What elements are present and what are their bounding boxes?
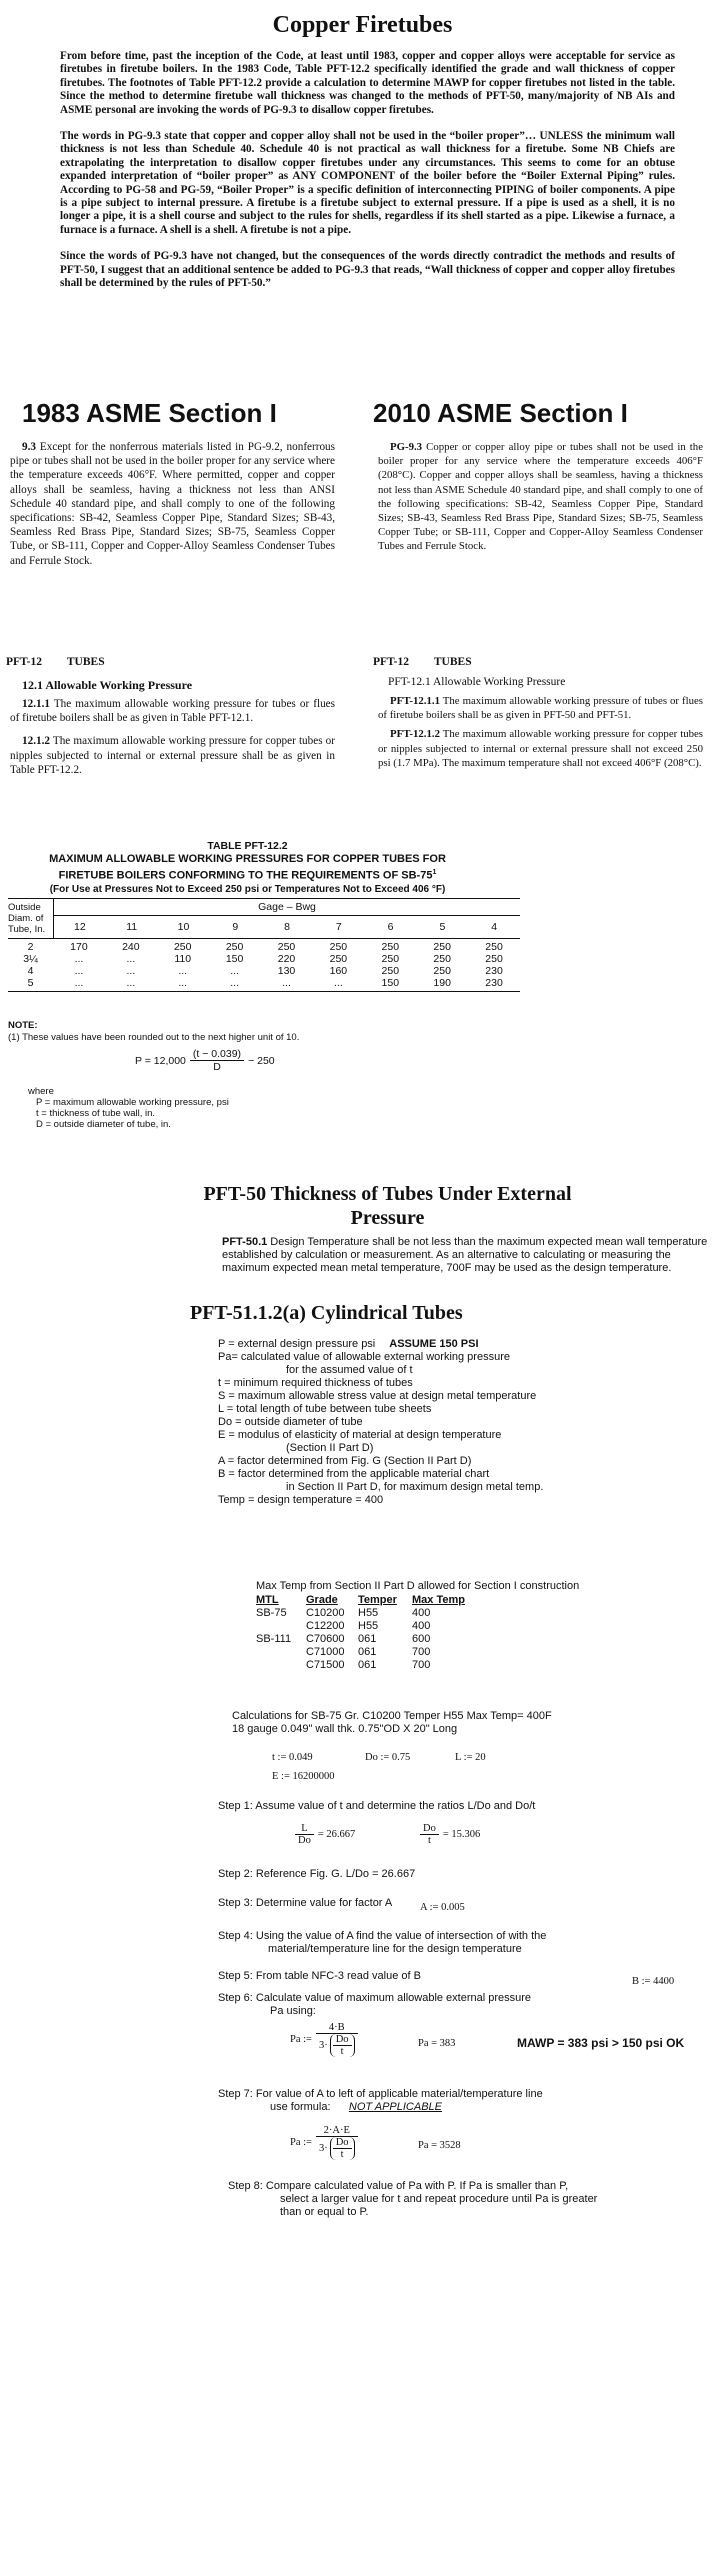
gage-col-10: 10 bbox=[177, 921, 190, 933]
maxtemp-cell: 700 bbox=[412, 1646, 431, 1658]
gage-col-5: 5 bbox=[439, 921, 446, 933]
do-value: Do := 0.75 bbox=[365, 1752, 411, 1763]
pft51-heading: PFT-51.1.2(a) Cylindrical Tubes bbox=[190, 1302, 463, 1324]
ldo-result: = 26.667 bbox=[317, 1829, 356, 1840]
section-1211-1983 bbox=[10, 697, 335, 777]
s1211-2010-number: PFT-12.1.1 bbox=[390, 695, 440, 707]
assume-label: ASSUME 150 PSI bbox=[389, 1338, 479, 1350]
table-cell: ... bbox=[74, 977, 84, 989]
formula-fraction: $\frac{(t - 0.039)}{D}$ bbox=[190, 1048, 244, 1073]
t-value: t := 0.049 bbox=[272, 1752, 313, 1763]
step-3: Step 3: Determine value for factor A bbox=[218, 1897, 393, 1909]
do-over-t: $\frac{Do}{t}$ = 15.306 bbox=[420, 1823, 480, 1846]
maxtemp-cell: SB-75 bbox=[256, 1607, 287, 1619]
mawp-table bbox=[8, 898, 520, 992]
gage-col-11: 11 bbox=[126, 921, 138, 933]
section-121-2010: PFT-12.1 Allowable Working Pressure bbox=[388, 676, 566, 688]
section-1211-2010 bbox=[378, 694, 703, 770]
pft12-2010-label: PFT-12 bbox=[373, 656, 409, 668]
table-cell-diameter: 3¼ bbox=[23, 953, 38, 965]
table-row bbox=[8, 977, 520, 989]
table-cell-diameter: 4 bbox=[27, 965, 34, 977]
table-cell: ... bbox=[230, 965, 239, 977]
table-cell: 250 bbox=[433, 953, 451, 965]
calc-heading-2: 18 gauge 0.049" wall thk. 0.75"OD X 20" Long bbox=[232, 1723, 458, 1735]
table-cell: ... bbox=[178, 965, 188, 977]
table-cell: ... bbox=[126, 977, 136, 989]
calc-heading bbox=[232, 1710, 552, 1736]
maxtemp-cell: 061 bbox=[358, 1646, 377, 1658]
s1211-text: The maximum allowable working pressure for tubes or flues of firetube boilers shall be as given in Table PFT-12.1. bbox=[10, 698, 335, 725]
table-cell: ... bbox=[126, 953, 136, 965]
step-4: Step 4: Using the value of A find the value of intersection of with the material/temperature line for the design temperature bbox=[218, 1930, 547, 1955]
a-value: A := 0.005 bbox=[420, 1902, 465, 1913]
table-cell: 150 bbox=[381, 977, 400, 989]
pft50-number: PFT-50.1 bbox=[222, 1236, 268, 1248]
maxtemp-cell bbox=[256, 1620, 306, 1633]
table-cell: 150 bbox=[225, 953, 244, 965]
table-row bbox=[8, 941, 520, 953]
table-caption bbox=[15, 840, 480, 896]
section-2010-pg93 bbox=[378, 440, 703, 554]
maxtemp-cell: C71500 bbox=[306, 1659, 345, 1671]
table-cell: 250 bbox=[381, 965, 400, 977]
diam-header: Outside Diam. of Tube, In. bbox=[8, 899, 54, 938]
table-cell: 250 bbox=[277, 941, 296, 953]
maxtemp-header-row: MTL Grade Temper Max Temp bbox=[256, 1594, 465, 1606]
not-applicable-label: NOT APPLICABLE bbox=[348, 2101, 442, 2113]
step-6: Step 6: Calculate value of maximum allowable external pressure Pa using: bbox=[218, 1992, 532, 2017]
step-5: Step 5: From table NFC-3 read value of B bbox=[218, 1970, 421, 1982]
maxtemp-cell: 400 bbox=[412, 1607, 431, 1619]
table-cell: 230 bbox=[485, 965, 503, 977]
table-caption-3-note: 1 bbox=[432, 869, 437, 876]
table-caption-2: MAXIMUM ALLOWABLE WORKING PRESSURES FOR COPPER TUBES FOR bbox=[49, 853, 446, 865]
maxtemp-row bbox=[256, 1633, 482, 1646]
maxtemp-cell: 061 bbox=[358, 1633, 377, 1645]
table-cell: 220 bbox=[277, 953, 296, 965]
intro-paragraph-1: From before time, past the inception of the Code, at least until 1983, copper and copper alloys were acceptable for service as firetubes in firetube boilers. In the 1983 Code, Table PFT-12.2 specifically identified the grade and wall thickness of copper firetubes. The footnotes of Table PFT-12.2 provide a calculation to determine MAWP for copper firetubes not listed in the table. Since the method to determine firetube wall thickness was changed to the methods of PFT-50, many/majority of NB AIs and ASME personal are invoking the words of PG-9.3 to disallow copper firetubes. bbox=[60, 50, 675, 116]
table-cell: 250 bbox=[485, 953, 503, 965]
pg93-text: Except for the nonferrous materials listed in PG-9.2, nonferrous pipe or tubes shall not be used in the boiler proper for any service where the temperature exceeds 406°F. Where permitted, copper and copper alloys shall be seamless, having a thickness not less than ANSI Schedule 40 standard pipe, and shall comply to one of the following specifications: SB-42, Seamless Copper Pipe, Standard Sizes; SB-43, Seamless Red Brass Pipe, Standard Sizes; SB-75, Seamless Copper Tube, or SB-111, Copper and Copper-Alloy Seamless Condenser Tubes and Ferrule Stock. bbox=[10, 441, 335, 567]
b-value: B := 4400 bbox=[632, 1976, 675, 1987]
formula-legend bbox=[28, 1086, 229, 1130]
legend-t: t = thickness of tube wall, in. bbox=[36, 1108, 156, 1119]
legend-d: D = outside diameter of tube, in. bbox=[36, 1119, 171, 1130]
mawp-result: MAWP = 383 psi > 150 psi OK bbox=[517, 2036, 685, 2050]
pft50-heading-line1: PFT-50 Thickness of Tubes Under External bbox=[203, 1183, 572, 1205]
s1212-2010-number: PFT-12.1.2 bbox=[390, 728, 440, 741]
heading-2010: 2010 ASME Section I bbox=[373, 398, 628, 428]
table-cell: 190 bbox=[433, 977, 451, 989]
s1211-number: 12.1.1 bbox=[22, 698, 50, 710]
pa-result-1: Pa = 383 bbox=[418, 2038, 456, 2049]
formula-lhs: P = 12,000 bbox=[135, 1054, 186, 1067]
table-cell: ... bbox=[74, 965, 84, 977]
maxtemp-row bbox=[256, 1659, 482, 1672]
table-cell: 250 bbox=[433, 941, 451, 953]
table-cell: 250 bbox=[485, 941, 503, 953]
table-cell: 250 bbox=[173, 941, 192, 953]
table-cell-diameter: 5 bbox=[27, 977, 34, 989]
table-cell: 250 bbox=[329, 953, 348, 965]
table-cell: 160 bbox=[329, 965, 348, 977]
gage-col-4: 4 bbox=[491, 921, 498, 933]
formula-rhs: − 250 bbox=[248, 1054, 275, 1067]
s1212-text: The maximum allowable working pressure for copper tubes or nipples subjected to internal or external pressure shall be as given in Table PFT-12.2. bbox=[10, 735, 335, 776]
step-2: Step 2: Reference Fig. G. L/Do = 26.667 bbox=[218, 1868, 416, 1880]
table-cell: ... bbox=[126, 965, 136, 977]
table-row bbox=[8, 965, 520, 977]
maxtemp-row bbox=[256, 1607, 482, 1620]
step-8: Step 8: Compare calculated value of Pa with P. If Pa is smaller than P, select a larger value for t and repeat procedure until Pa is greater than or equal to P. bbox=[228, 2180, 598, 2218]
intro-paragraph-3: Since the words of PG-9.3 have not changed, but the consequences of the words directly contradict the methods and results of PFT-50, I suggest that an additional sentence be added to PG-9.3 that reads, “Wall thickness of copper and copper alloy firetubes shall be determined by the rules of PFT-50.” bbox=[60, 250, 675, 290]
page-title: Copper Firetubes bbox=[272, 12, 453, 38]
pa-result-2: Pa = 3528 bbox=[418, 2140, 461, 2151]
table-cell: 250 bbox=[433, 965, 451, 977]
table-cell: 230 bbox=[485, 977, 503, 989]
pa-formula-2: Pa := 2·A·E 3· $\frac{Do}{t}$ bbox=[290, 2125, 358, 2160]
step-1: Step 1: Assume value of t and determine the ratios L/Do and Do/t bbox=[218, 1800, 536, 1812]
s1212-number: 12.1.2 bbox=[22, 735, 50, 748]
table-cell: 250 bbox=[381, 953, 400, 965]
where-label: where bbox=[28, 1086, 54, 1097]
pft50-text: Design Temperature shall be not less than the maximum expected mean wall temperature established by calculation or measurement. As an alternative to calculating or measuring the maximum expected mean metal temperature, 700F may be used as the design temperature. bbox=[222, 1236, 708, 1274]
table-cell: 240 bbox=[122, 941, 140, 953]
gage-col-7: 7 bbox=[335, 921, 342, 933]
l-value: L := 20 bbox=[455, 1752, 486, 1763]
legend-p: P = maximum allowable working pressure, psi bbox=[36, 1097, 229, 1108]
table-caption-4: (For Use at Pressures Not to Exceed 250 psi or Temperatures Not to Exceed 406 °F) bbox=[49, 883, 446, 895]
gage-row bbox=[54, 916, 520, 938]
tubes-label: TUBES bbox=[66, 656, 105, 668]
maxtemp-cell: 400 bbox=[412, 1620, 431, 1632]
s1212-2010-text: The maximum allowable working pressure for copper tubes or nipples subjected to internal or external pressure shall not exceed 250 psi (1.7 MPa). The maximum temperature shall not exceed 406°F (208°C). bbox=[378, 728, 703, 769]
table-cell: 170 bbox=[70, 941, 88, 953]
heading-1983: 1983 ASME Section I bbox=[22, 398, 277, 428]
pft12-label: PFT-12 bbox=[6, 656, 42, 668]
gage-col-9: 9 bbox=[232, 921, 239, 933]
table-row bbox=[8, 953, 520, 965]
intro-text bbox=[60, 50, 675, 304]
table-cell: ... bbox=[178, 977, 188, 989]
maxtemp-cell: C71000 bbox=[306, 1646, 345, 1658]
maxtemp-cell: C12200 bbox=[306, 1620, 345, 1632]
maxtemp-cell: 061 bbox=[358, 1659, 377, 1671]
table-note-1: (1) These values have been rounded out to the next higher unit of 10. bbox=[8, 1032, 300, 1043]
maxtemp-cell: 600 bbox=[412, 1633, 431, 1645]
maxtemp-heading: Max Temp from Section II Part D allowed for Section I construction bbox=[256, 1580, 580, 1592]
l-over-do: $\frac{L}{Do}$ = 26.667 bbox=[295, 1823, 355, 1846]
gage-col-6: 6 bbox=[387, 921, 394, 933]
section-121-1983: 12.1 Allowable Working Pressure bbox=[22, 678, 193, 692]
table-cell: 130 bbox=[277, 965, 296, 977]
maxtemp-cell bbox=[256, 1659, 306, 1672]
maxtemp-cell bbox=[256, 1646, 306, 1659]
table-caption-3: FIRETUBE BOILERS CONFORMING TO THE REQUIREMENTS OF SB-75 bbox=[58, 869, 433, 882]
maxtemp-cell: H55 bbox=[358, 1620, 379, 1632]
table-cell: 250 bbox=[381, 941, 400, 953]
maxtemp-row bbox=[256, 1620, 482, 1633]
pft51-definitions: P = external design pressure psi ASSUME 150 PSI Pa= calculated value of allowable external working pressure for the assumed value of t t = minimum required thickness of tubes S = maximum allowable stress value at design metal temperature L = total length of tube between tube sheets Do = outside diameter of tube E = modulus of elasticity of material at design temperature (Section II Part D) A = factor determined from Fig. G (Section II Part D) B = factor determined from the applicable material chart in Section II Part D, for maximum design metal temp. Temp = design temperature = 400 bbox=[218, 1338, 544, 1506]
intro-paragraph-2: The words in PG-9.3 state that copper and copper alloy shall not be used in the “boiler proper”… UNLESS the minimum wall thickness is not less than Schedule 40. Schedule 40 is not practical as wall thickness for a firetube. Some NB Chiefs are extrapolating the interpretation to disallow copper firetubes under any circumstances. This seems to come for an obtuse expanded interpretation of “boiler proper” as ANY COMPONENT of the boiler before the “Boiler External Piping” rules. According to PG-58 and PG-59, “Boiler Proper” is a specific definition of interconnecting PIPING of boiler components. A pipe is a pipe subject to internal pressure. A firetube is a firetube subject to external pressure. If a pipe is used as a shell, it is no longer a pipe, it is a shell course and subject to the rules for shells, regardless if its shell started as a pipe. Likewise a furnace, a furnace is a furnace. A shell is a shell. A firetube is not a pipe. bbox=[60, 130, 675, 236]
table-caption-1: TABLE PFT-12.2 bbox=[207, 840, 288, 852]
pft12-heading-1983 bbox=[6, 656, 105, 668]
calc-heading-1: Calculations for SB-75 Gr. C10200 Temper H55 Max Temp= 400F bbox=[232, 1710, 552, 1722]
maxtemp-body bbox=[256, 1607, 482, 1672]
pressure-formula bbox=[135, 1048, 275, 1073]
e-value: E := 16200000 bbox=[272, 1771, 335, 1782]
maxtemp-cell: H55 bbox=[358, 1607, 379, 1619]
table-cell-diameter: 2 bbox=[27, 941, 34, 953]
gage-header: Gage – Bwg bbox=[54, 899, 520, 916]
dot-result: = 15.306 bbox=[442, 1829, 481, 1840]
pg93-number: 9.3 bbox=[22, 441, 36, 453]
table-cell: ... bbox=[74, 953, 84, 965]
tubes-2010-label: TUBES bbox=[433, 656, 472, 668]
maxtemp-cell: C70600 bbox=[306, 1633, 345, 1645]
table-cell: ... bbox=[282, 977, 291, 989]
table-body bbox=[8, 939, 520, 989]
gage-col-12: 12 bbox=[74, 921, 86, 933]
pg93-2010-number: PG-9.3 bbox=[390, 441, 423, 453]
section-1983-pg93 bbox=[10, 440, 335, 568]
maxtemp-table bbox=[256, 1594, 482, 1672]
pa-formula-1: Pa := 4·B 3· $\frac{Do}{t}$ bbox=[290, 2022, 358, 2057]
gage-col-8: 8 bbox=[284, 921, 290, 933]
table-cell: 250 bbox=[225, 941, 244, 953]
s1211-2010-text: The maximum allowable working pressure of tubes or flues of firetube boilers shall be as given in PFT-50 and PFT-51. bbox=[378, 695, 703, 722]
maxtemp-cell: C10200 bbox=[306, 1607, 345, 1619]
table-cell: ... bbox=[334, 977, 343, 989]
pft12-heading-2010 bbox=[373, 656, 472, 668]
maxtemp-cell: SB-111 bbox=[256, 1633, 292, 1645]
maxtemp-cell: 700 bbox=[412, 1659, 431, 1671]
table-cell: 250 bbox=[329, 941, 348, 953]
pft50-heading-line2: Pressure bbox=[350, 1207, 425, 1229]
maxtemp-row bbox=[256, 1646, 482, 1659]
pft50-heading bbox=[150, 1182, 625, 1230]
table-cell: 110 bbox=[174, 953, 192, 965]
table-note-head: NOTE: bbox=[8, 1020, 38, 1031]
pg93-2010-text: Copper or copper alloy pipe or tubes shall not be used in the boiler proper for any service where the temperature exceeds 406°F (208°C). Copper and copper alloys shall be seamless, having a thickness not less than ASME Schedule 40 standard pipe, and shall comply to one of the following specifications: SB-42, Seamless Copper Pipe, Standard Sizes; SB-43, Seamless Red Brass Pipe, Standard Sizes; SB-75, Seamless Copper Tube; or SB-111, Copper and Copper-Alloy Seamless Condenser Tubes and Ferrule Stock. bbox=[378, 441, 703, 553]
pft50-paragraph bbox=[222, 1236, 712, 1275]
step-7: Step 7: For value of A to left of applicable material/temperature line use formula: NOT APPLICABLE bbox=[218, 2088, 543, 2113]
table-cell: ... bbox=[230, 977, 239, 989]
